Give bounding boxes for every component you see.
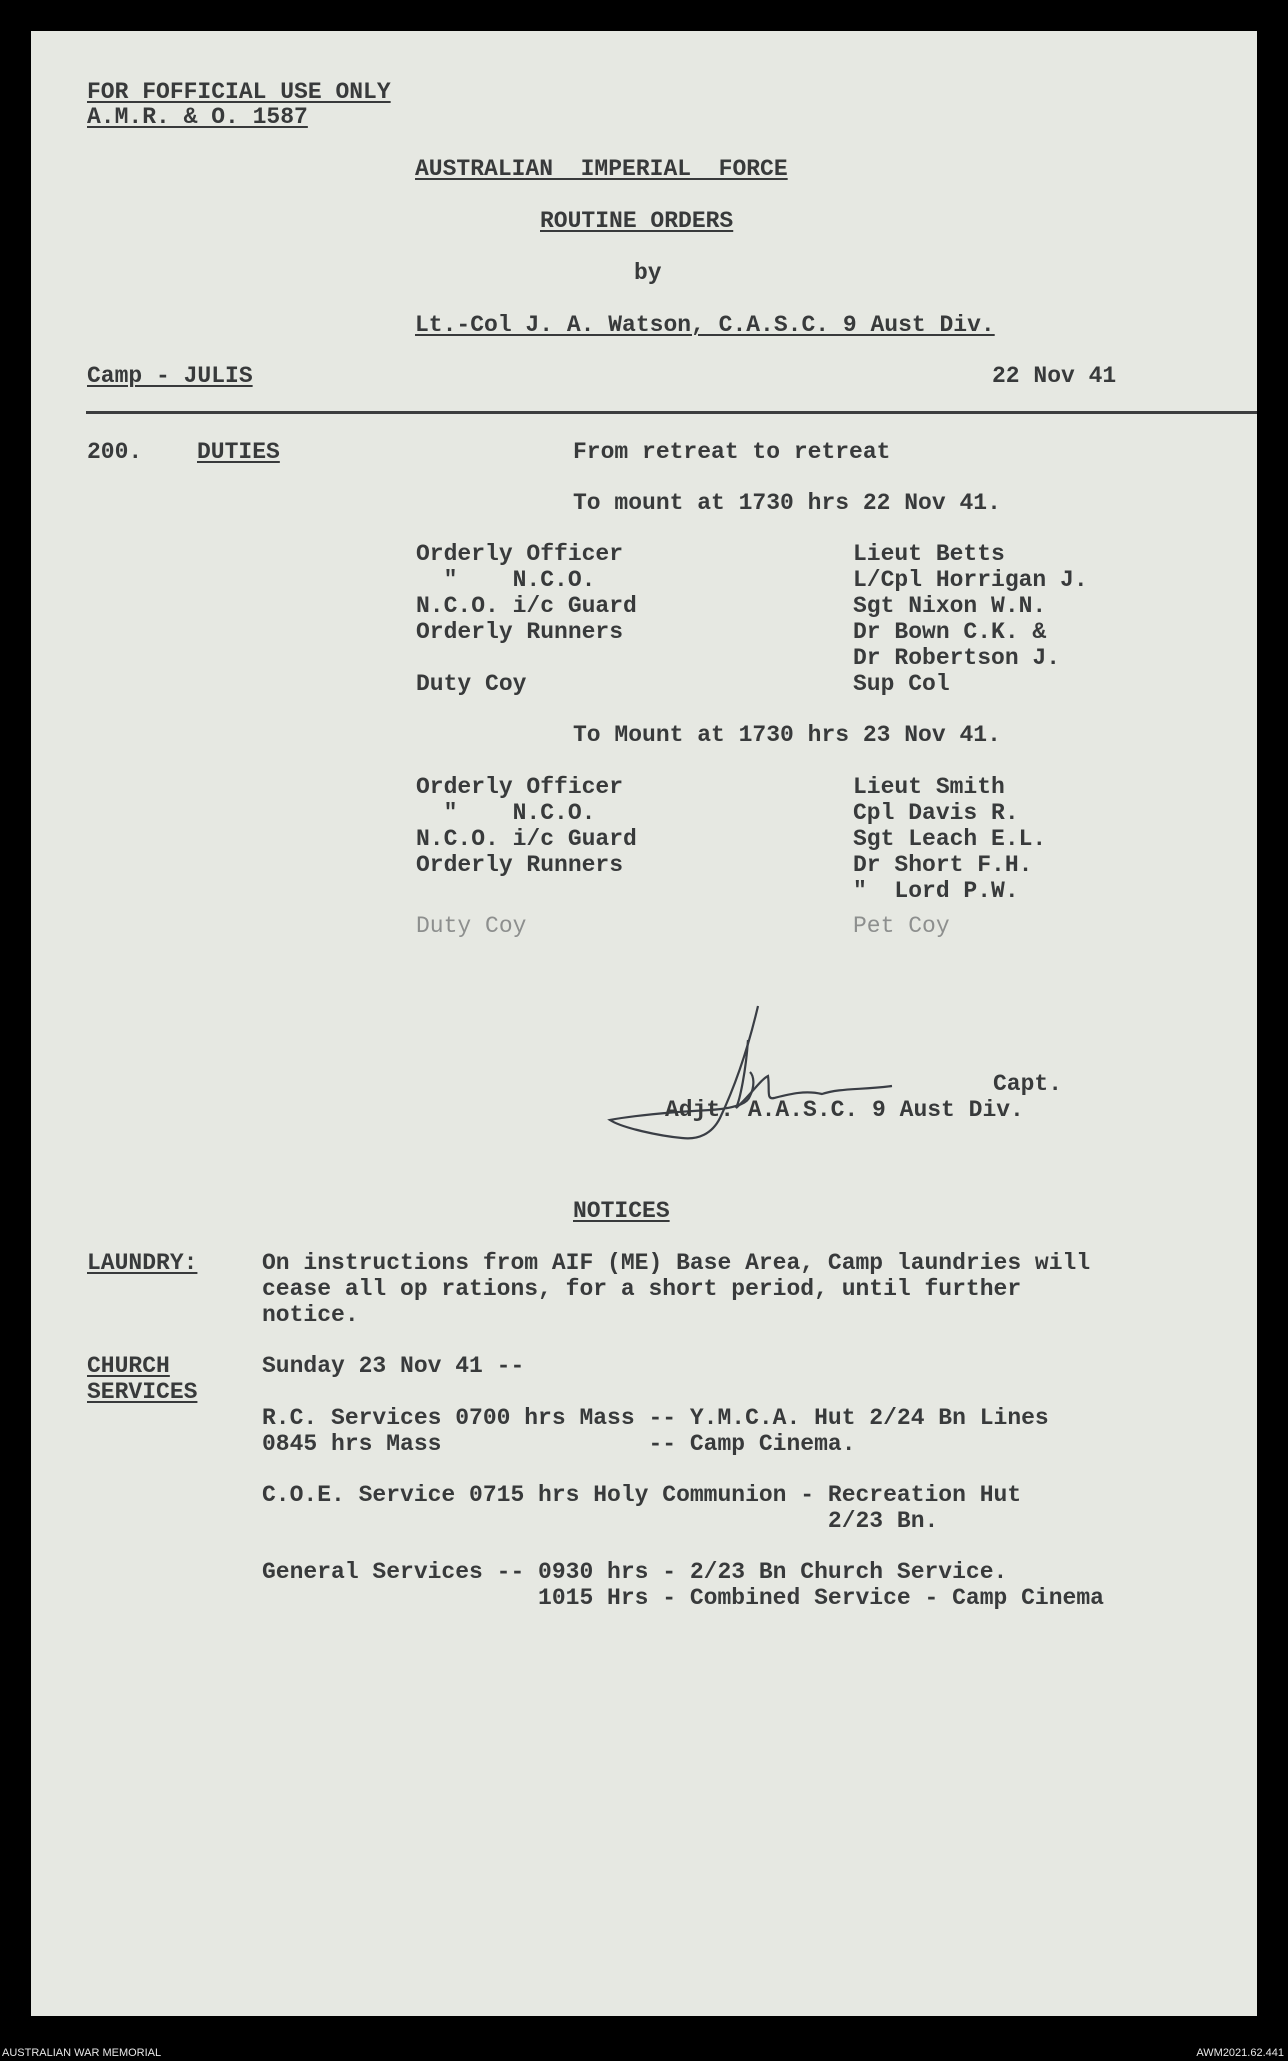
duty-name: Pet Coy xyxy=(853,913,950,939)
role-label: Orderly Officer xyxy=(416,541,624,567)
role-label: N.C.O. i/c Guard xyxy=(416,826,637,852)
handwritten-signature xyxy=(600,1000,960,1150)
rc-services-line: R.C. Services 0700 hrs Mass -- Y.M.C.A. Hut 2/24 Bn Lines xyxy=(262,1405,1049,1431)
coe-service-line: C.O.E. Service 0715 hrs Holy Communion - Recreation Hut xyxy=(262,1482,1022,1508)
order-date: 22 Nov 41 xyxy=(992,363,1117,389)
general-services-line: General Services -- 0930 hrs - 2/23 Bn Church Service. xyxy=(262,1559,1008,1585)
general-services-line: 1015 Hrs - Combined Service - Camp Cinema xyxy=(262,1585,1104,1611)
rc-services-line: 0845 hrs Mass -- Camp Cinema. xyxy=(262,1431,856,1457)
role-label: Orderly Runners xyxy=(416,852,624,878)
role-label: Duty Coy xyxy=(416,913,527,939)
order-number: 200. xyxy=(87,439,143,465)
laundry-text-line: cease all op rations, for a short period, until further xyxy=(262,1276,1022,1302)
role-label: N.C.O. i/c Guard xyxy=(416,593,637,619)
duty-name: Lieut Betts xyxy=(853,541,1005,567)
footer-archive-name: AUSTRALIAN WAR MEMORIAL xyxy=(2,2047,162,2059)
notices-heading: NOTICES xyxy=(573,1198,670,1224)
role-label: " N.C.O. xyxy=(416,800,596,826)
duty-name: Lieut Smith xyxy=(853,774,1005,800)
classification-line: FOR FOFFICIAL USE ONLY xyxy=(87,79,391,105)
footer-accession-number: AWM2021.62.441 xyxy=(1196,2047,1284,2059)
signatory-appointment: Adjt. A.A.S.C. 9 Aust Div. xyxy=(665,1097,1024,1123)
duty-name: " Lord P.W. xyxy=(853,878,1019,904)
duty-name: Sgt Nixon W.N. xyxy=(853,593,1047,619)
laundry-label: LAUNDRY: xyxy=(87,1250,198,1276)
duty-name: Cpl Davis R. xyxy=(853,800,1019,826)
reference-line: A.M.R. & O. 1587 xyxy=(87,104,308,130)
duty-name: L/Cpl Horrigan J. xyxy=(853,567,1088,593)
church-label: CHURCH xyxy=(87,1353,170,1379)
role-label: Orderly Runners xyxy=(416,619,624,645)
duty-name: Sgt Leach E.L. xyxy=(853,826,1047,852)
duty-name: Sup Col xyxy=(853,671,950,697)
laundry-text-line: On instructions from AIF (ME) Base Area, Camp laundries will xyxy=(262,1250,1091,1276)
duty-period: From retreat to retreat xyxy=(573,439,891,465)
duties-heading: DUTIES xyxy=(197,439,280,465)
role-label: " N.C.O. xyxy=(416,567,596,593)
document-subtitle: ROUTINE ORDERS xyxy=(540,208,734,234)
duty-name: Dr Short F.H. xyxy=(853,852,1033,878)
laundry-text-line: notice. xyxy=(262,1302,359,1328)
document-title: AUSTRALIAN IMPERIAL FORCE xyxy=(415,156,788,182)
mount-time-2: To Mount at 1730 hrs 23 Nov 41. xyxy=(573,722,1001,748)
header-divider xyxy=(86,411,1257,414)
duty-name: Dr Robertson J. xyxy=(853,645,1061,671)
church-label: SERVICES xyxy=(87,1379,198,1405)
mount-time-1: To mount at 1730 hrs 22 Nov 41. xyxy=(573,490,1001,516)
role-label: Orderly Officer xyxy=(416,774,624,800)
coe-service-line: 2/23 Bn. xyxy=(262,1508,939,1534)
by-line: by xyxy=(634,260,662,286)
duty-name: Dr Bown C.K. & xyxy=(853,619,1047,645)
author-line: Lt.-Col J. A. Watson, C.A.S.C. 9 Aust Div. xyxy=(415,312,995,338)
camp-location: Camp - JULIS xyxy=(87,363,253,389)
church-date: Sunday 23 Nov 41 -- xyxy=(262,1353,525,1379)
signatory-rank: Capt. xyxy=(993,1071,1063,1097)
role-label: Duty Coy xyxy=(416,671,527,697)
